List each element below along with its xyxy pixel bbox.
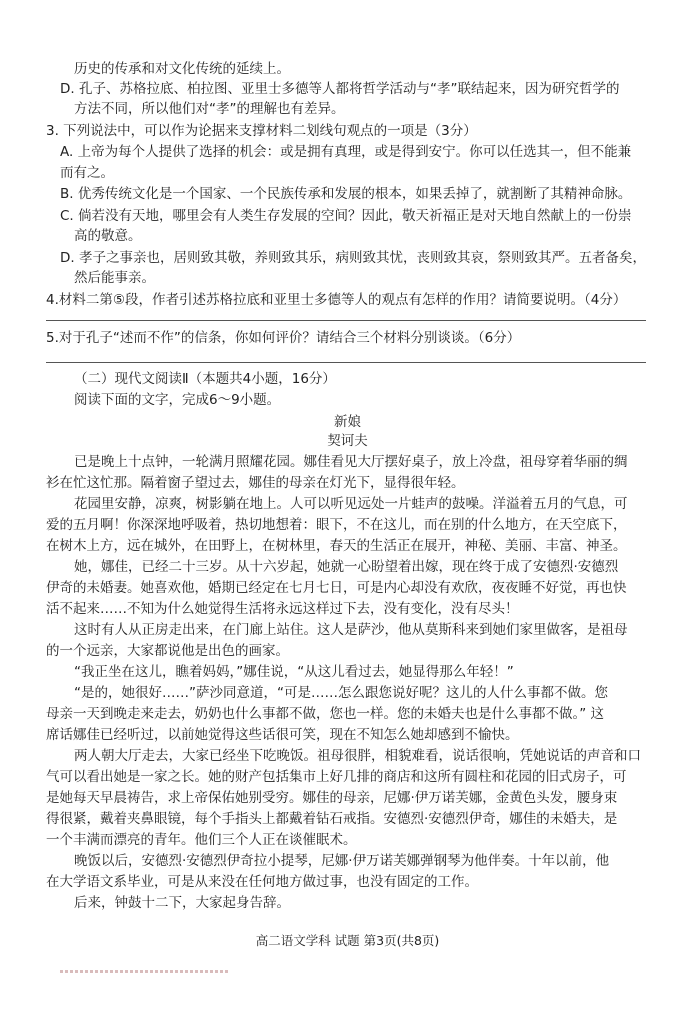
text-line: 方法不同，所以他们对“孝”的理解也有差异。 bbox=[74, 101, 345, 117]
paragraph-line: 活不起来……不知为什么她觉得生活将永远这样过下去，没有变化，没有尽头！ bbox=[46, 601, 519, 617]
question-5: 5.对于孔子“述而不作”的信条，你如何评价？请结合三个材料分别谈谈。（6分） bbox=[46, 330, 521, 346]
paragraph-line: 气可以看出她是一家之长。她的财产包括集市上好几排的商店和这所有圆柱和花园的旧式房子，可 bbox=[46, 769, 627, 785]
option-a-line: A. 上帝为每个人提供了选择的机会：或是拥有真理，或是得到安宁。你可以任选其一，但不能兼 bbox=[60, 144, 632, 160]
paragraph-line: 晚饭以后，安德烈·安德烈伊奇拉小提琴，尼娜·伊万诺芙娜弹钢琴为他伴奏。十年以前，他 bbox=[74, 853, 610, 869]
text-line: 历史的传承和对文化传统的延续上。 bbox=[74, 61, 290, 77]
paragraph-line: 是她每天早晨祷告，求上帝保佑她别受穷。娜佳的母亲，尼娜·伊万诺芙娜，金黄色头发，腰身束 bbox=[46, 790, 618, 806]
paragraph-line: 的一个远亲，大家都说他是出色的画家。 bbox=[46, 643, 289, 659]
page-footer: 高二语文学科 试题 第3页(共8页) bbox=[255, 933, 440, 948]
paragraph-line: 衫在忙这忙那。隔着窗子望过去，娜佳的母亲在灯光下，显得很年轻。 bbox=[46, 475, 465, 491]
text-line: 而有之。 bbox=[60, 165, 114, 181]
paragraph-line: 在大学语文系毕业，可是从来没在任何地方做过事，也没有固定的工作。 bbox=[46, 874, 478, 890]
paragraph-line: 已是晚上十点钟，一轮满月照耀花园。娜佳看见大厅摆好桌子，放上冷盘，祖母穿着华丽的绸 bbox=[74, 454, 628, 470]
question-3: 3. 下列说法中，可以作为论据来支撑材料二划线句观点的一项是（3分） bbox=[46, 123, 477, 139]
paragraph-line: 在树木上方，远在城外，在田野上，在树林里，春天的生活正在展开，神秘、美丽、丰富、神圣。 bbox=[46, 538, 627, 554]
text-line: 然后能事亲。 bbox=[74, 270, 155, 286]
paragraph-line: 席话娜佳已经听过，以前她觉得这些话很可笑，现在不知怎么她却感到不愉快。 bbox=[46, 727, 519, 743]
paragraph-line: 得很紧，戴着夹鼻眼镜，每个手指头上都戴着钻石戒指。安德烈·安德烈伊奇，娜佳的未婚夫，是 bbox=[46, 811, 618, 827]
option-d-line: D. 孝子之事亲也，居则致其敬，养则致其乐，病则致其忧，丧则致其哀，祭则致其严。五者备矣， bbox=[60, 250, 646, 266]
answer-line bbox=[46, 320, 646, 321]
option-c-line: C. 倘若没有天地，哪里会有人类生存发展的空间？因此，敬天祈福正是对天地自然献上的一份崇 bbox=[60, 208, 632, 224]
paragraph-line: 伊奇的未婚妻。她喜欢他，婚期已经定在七月七日，可是内心却没有欢欣，夜夜睡不好觉，再也快 bbox=[46, 580, 627, 596]
question-4: 4.材料二第⑤段，作者引述苏格拉底和亚里士多德等人的观点有怎样的作用？请简要说明。（4分） bbox=[46, 292, 627, 308]
paragraph-line: “是的，她很好……”萨沙同意道，“可是……怎么跟您说好呢？这儿的人什么事都不做。您 bbox=[74, 685, 608, 701]
paragraph-line: 这时有人从正房走出来，在门廊上站住。这人是萨沙，他从莫斯科来到她们家里做客，是祖母 bbox=[74, 622, 628, 638]
paragraph-line: “我正坐在这儿，瞧着妈妈，”娜佳说，“从这儿看过去，她显得那么年轻！” bbox=[74, 664, 514, 680]
paragraph-line: 两人朝大厅走去，大家已经坐下吃晚饭。祖母很胖，相貌难看，说话很响，凭她说话的声音和口 bbox=[74, 748, 641, 764]
text-line: 高的敬意。 bbox=[74, 228, 142, 244]
option-b-line: B. 优秀传统文化是一个国家、一个民族传承和发展的根本，如果丢掉了，就割断了其精神命脉。 bbox=[60, 186, 632, 202]
option-d-line: D. 孔子、苏格拉底、柏拉图、亚里士多德等人都将哲学活动与“孝”联结起来，因为研究哲学的 bbox=[60, 81, 620, 97]
paragraph-line: 母亲一天到晚走来走去，奶奶也什么事都不做，您也一样。您的未婚夫也是什么事都不做。” 这 bbox=[46, 706, 605, 722]
instruction: 阅读下面的文字，完成6～9小题。 bbox=[74, 392, 281, 408]
story-title: 新娘 bbox=[334, 414, 361, 430]
section-heading: （二）现代文阅读Ⅱ（本题共4小题，16分） bbox=[74, 371, 336, 387]
paragraph-line: 一个丰满而漂亮的青年。他们三个人正在谈催眠术。 bbox=[46, 832, 357, 848]
paragraph-line: 爱的五月啊！你深深地呼吸着，热切地想着：眼下，不在这儿，而在别的什么地方，在天空底下， bbox=[46, 517, 627, 533]
paragraph-line: 花园里安静，凉爽，树影躺在地上。人可以听见远处一片蛙声的鼓噪。洋溢着五月的气息，可 bbox=[74, 496, 628, 512]
scan-artifact bbox=[60, 970, 230, 973]
paragraph-line: 她，娜佳，已经二十三岁。从十六岁起，她就一心盼望着出嫁，现在终于成了安德烈·安德烈 bbox=[74, 559, 619, 575]
answer-line bbox=[46, 362, 646, 363]
story-author: 契诃夫 bbox=[327, 433, 368, 449]
paragraph-line: 后来，钟鼓十二下，大家起身告辞。 bbox=[74, 895, 290, 911]
